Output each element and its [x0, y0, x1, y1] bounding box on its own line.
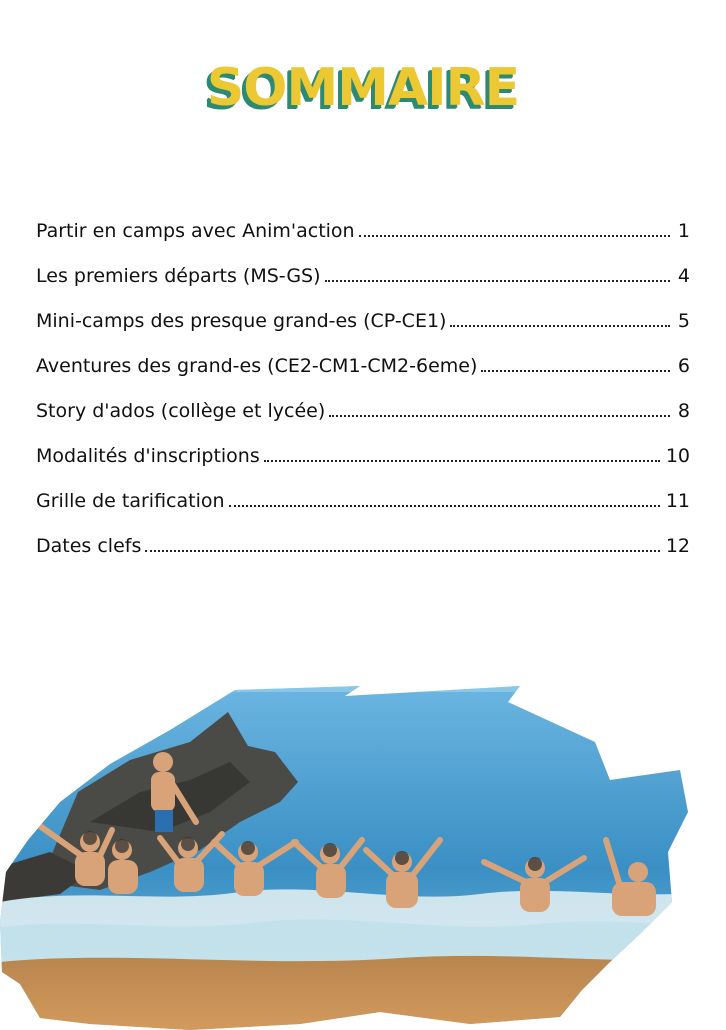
- dot-leader: [325, 279, 670, 282]
- dot-leader: [229, 504, 660, 507]
- toc-entry[interactable]: [36, 433, 690, 478]
- toc-entry-label: Dates clefs: [36, 534, 142, 557]
- toc-entry-page: 1: [677, 219, 690, 242]
- toc-entry-page: 5: [677, 309, 690, 332]
- toc-entry-label: Grille de tarification: [36, 489, 225, 512]
- toc-entry-page: 10: [665, 444, 690, 467]
- dot-leader: [264, 459, 660, 462]
- toc-entry-label: Story d'ados (collège et lycée): [36, 399, 326, 422]
- toc-entry[interactable]: [36, 343, 690, 388]
- toc-entry[interactable]: [36, 208, 690, 253]
- toc-entry[interactable]: [36, 388, 690, 433]
- toc-entry-page: 4: [677, 264, 690, 287]
- dot-leader: [329, 414, 670, 417]
- dot-leader: [450, 324, 670, 327]
- toc-entry[interactable]: [36, 478, 690, 523]
- title-wrap: [0, 58, 726, 118]
- toc-entry-label: Partir en camps avec Anim'action: [36, 219, 355, 242]
- toc-entry-label: Aventures des grand-es (CE2-CM1-CM2-6eme): [36, 354, 478, 377]
- toc-entry-page: 11: [665, 489, 690, 512]
- dot-leader: [145, 549, 659, 552]
- toc-entry-label: Modalités d'inscriptions: [36, 444, 260, 467]
- toc-entry-page: 6: [677, 354, 690, 377]
- toc-entry-page: 12: [665, 534, 690, 557]
- beach-photo: [0, 672, 726, 1030]
- page-title: SOMMAIRE: [206, 58, 520, 118]
- dot-leader: [359, 234, 670, 237]
- toc-entry[interactable]: [36, 298, 690, 343]
- toc-entry-label: Mini-camps des presque grand-es (CP-CE1): [36, 309, 447, 332]
- toc-entry[interactable]: [36, 523, 690, 568]
- toc-entry-label: Les premiers départs (MS-GS): [36, 264, 321, 287]
- dot-leader: [481, 369, 670, 372]
- toc-entry-page: 8: [677, 399, 690, 422]
- toc-entry[interactable]: [36, 253, 690, 298]
- table-of-contents: [36, 208, 690, 568]
